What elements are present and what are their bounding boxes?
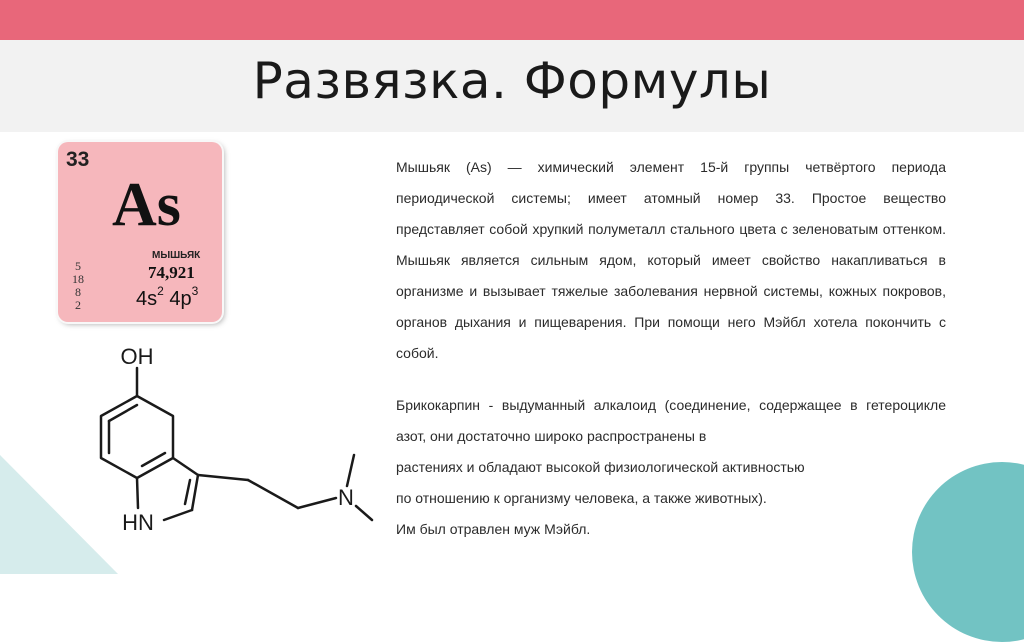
amine-label: N xyxy=(338,485,354,510)
hydroxyl-label: OH xyxy=(120,344,154,369)
atomic-mass: 74,921 xyxy=(148,263,195,282)
bricocarpine-description xyxy=(396,390,946,545)
nh-label: HN xyxy=(122,510,154,535)
bond xyxy=(192,475,198,510)
arsenic-description: Мышьяк (As) — химический элемент 15-й группы четвёртого периода периодической системы; имеет атомный номер 33. Простое вещество представляет собой хрупкий полуметалл стального цвета с зеленоватым оттенком. Мышьяк является сильным ядом, который имеет свойство накапливаться в организме и вызывает тяжелые заболевания нервной системы, кожных покровов, органов дыхания и пищеварения. При помощи него Мэйбл хотела покончить с собой. xyxy=(396,159,946,361)
element-name: МЫШЬЯК xyxy=(152,250,201,261)
double-bond xyxy=(185,480,190,504)
element-symbol: As xyxy=(112,171,181,239)
top-accent-bar xyxy=(0,0,1024,40)
text-line: Им был отравлен муж Мэйбл. xyxy=(396,521,591,537)
electron-shells xyxy=(72,260,84,312)
methyl-bond xyxy=(356,506,372,520)
config-orbital: 4s xyxy=(136,288,158,310)
double-bond xyxy=(109,405,137,421)
config-superscript: 2 xyxy=(157,284,164,298)
text-line: по отношению к организму человека, а также животных). xyxy=(396,490,767,506)
benzene-ring xyxy=(101,396,173,478)
text-line: растениях и обладают высокой физиологической активностью xyxy=(396,459,805,475)
shell-count: 5 xyxy=(75,259,81,273)
methyl-bond xyxy=(347,455,354,486)
config-superscript: 3 xyxy=(191,284,199,298)
bond xyxy=(198,475,248,480)
text-line: Брикокарпин - выдуманный алкалоид (соединение, содержащее в гетероцикле азот, они достаточно широко распространены в xyxy=(396,397,946,444)
bond xyxy=(248,480,298,508)
bond xyxy=(137,478,138,508)
bond xyxy=(173,458,198,475)
config-orbital: 4p xyxy=(169,288,192,310)
atomic-number: 33 xyxy=(66,148,90,171)
shell-count: 2 xyxy=(75,298,81,312)
shell-count: 8 xyxy=(75,285,81,299)
shell-count: 18 xyxy=(72,272,84,286)
slide-title: Развязка. Формулы xyxy=(252,52,772,110)
element-tile-arsenic xyxy=(58,142,222,322)
electron-configuration xyxy=(136,284,199,311)
bond xyxy=(298,498,336,508)
bricocarpine-structure xyxy=(80,340,390,550)
bond xyxy=(164,510,192,520)
